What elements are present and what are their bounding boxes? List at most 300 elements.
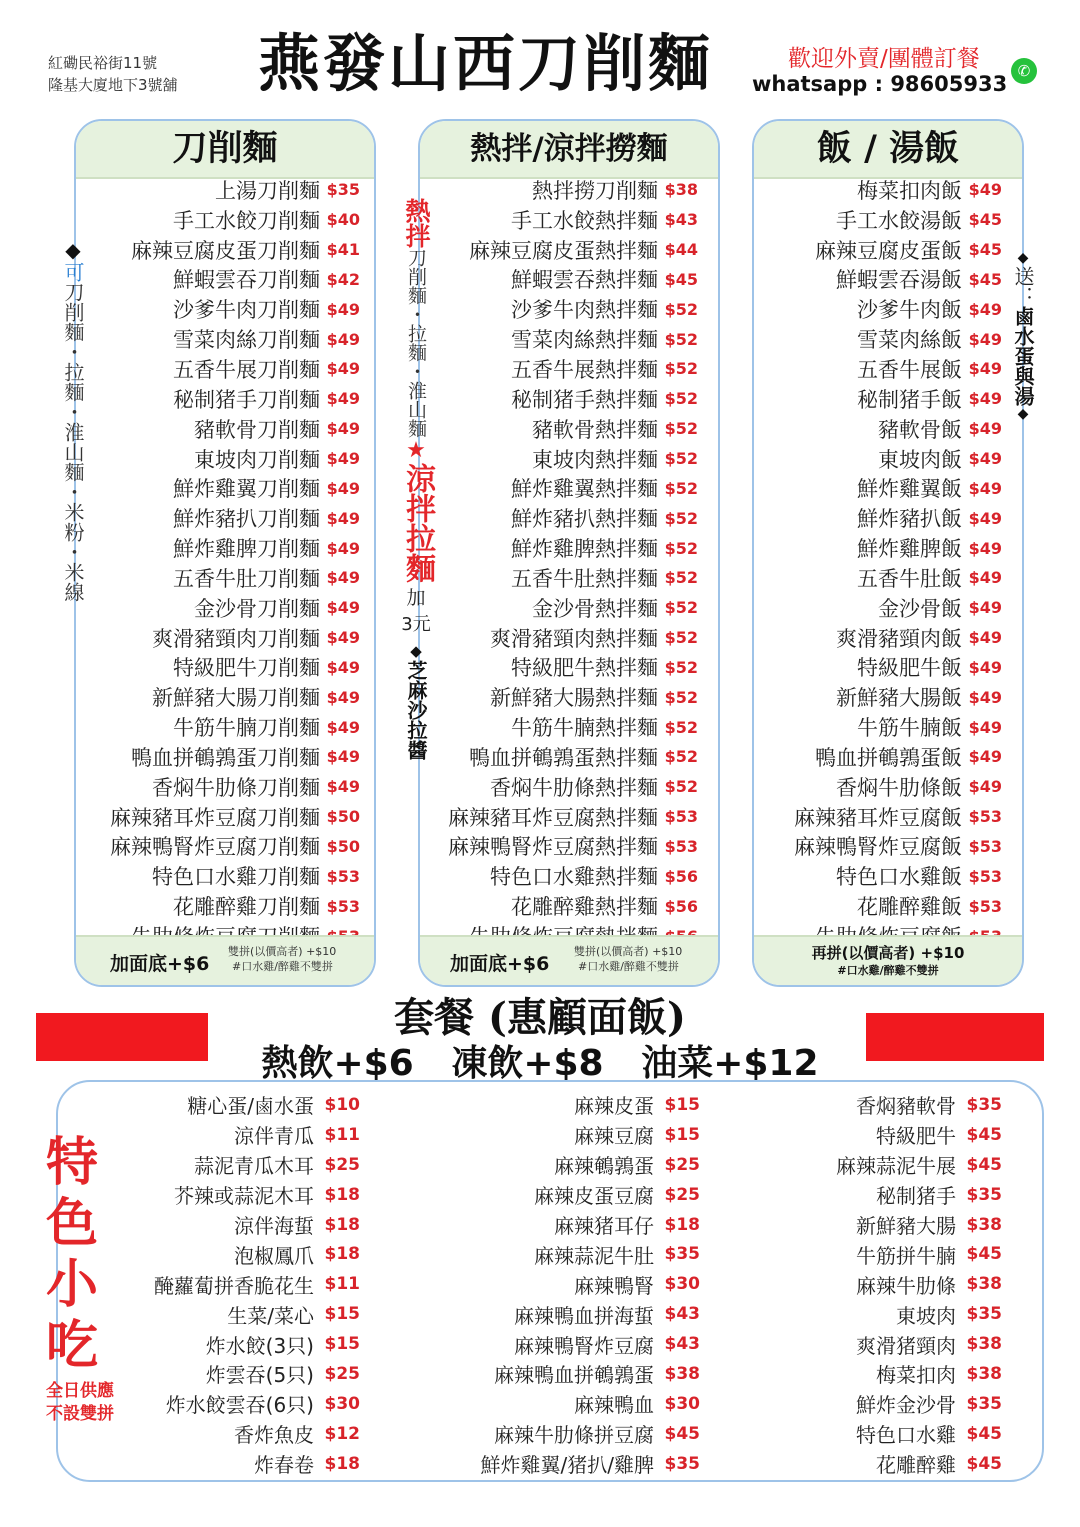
item-name: 五香牛肚刀削麵 (173, 566, 320, 591)
item-name: 鮮炸雞翼/猪扒/雞脾 (480, 1453, 654, 1478)
item-name: 上湯刀削麵 (215, 178, 320, 203)
diamond-icon: ◆ (1017, 250, 1029, 266)
item-name: 鮮炸豬扒熱拌麵 (511, 507, 658, 532)
item-price: $49 (968, 598, 1002, 618)
menu-item (752, 414, 1002, 444)
item-price: $15 (664, 1124, 700, 1145)
snacks-label-char: 小 (45, 1254, 98, 1315)
item-name: 鮮炸豬扒飯 (857, 507, 962, 532)
menu-item (74, 503, 360, 533)
menu-item (752, 653, 1002, 683)
item-price: $44 (664, 240, 698, 260)
item-price: $49 (326, 598, 360, 618)
menu-item (120, 1359, 360, 1389)
noodle-options-ke: 可 (61, 262, 85, 282)
item-price: $35 (966, 1304, 1002, 1325)
item-name: 豬軟骨刀削麵 (194, 417, 320, 442)
rebun-title: 熱拌/涼拌撈麵 (420, 121, 718, 179)
menu-item (752, 294, 1002, 324)
menu-item (752, 384, 1002, 414)
item-name: 金沙骨熱拌麵 (532, 596, 658, 621)
menu-item (74, 235, 360, 265)
menu-item (74, 265, 360, 295)
item-price: $49 (326, 538, 360, 558)
item-price: $35 (326, 180, 360, 200)
item-name: 鴨血拼鵪鶉蛋熱拌麵 (469, 745, 658, 770)
menu-item (790, 1210, 1002, 1240)
item-name: 鮮炸金沙骨 (856, 1393, 956, 1418)
item-name: 炸水餃雲吞(6只) (165, 1393, 314, 1418)
item-price: $49 (968, 747, 1002, 767)
item-name: 特色口水雞熱拌麵 (490, 865, 658, 890)
item-name: 豬軟骨飯 (878, 417, 962, 442)
snacks-availability (30, 1380, 130, 1426)
whatsapp-icon: ✆ (1011, 58, 1037, 84)
item-price: $50 (326, 836, 360, 856)
item-name: 麻辣鴨腎 (574, 1273, 654, 1298)
item-name: 沙爹牛肉熱拌麵 (511, 298, 658, 323)
item-name: 鮮炸雞脾熱拌麵 (511, 537, 658, 562)
menu-item (440, 1180, 700, 1210)
menu-item (790, 1120, 1002, 1150)
menu-item (790, 1090, 1002, 1120)
item-name: 牛筋牛腩飯 (857, 716, 962, 741)
snacks-column-2 (440, 1090, 700, 1479)
item-price: $56 (664, 896, 698, 916)
menu-item (418, 384, 698, 414)
item-price: $52 (664, 657, 698, 677)
menu-item (74, 563, 360, 593)
item-name: 牛筋牛腩刀削麵 (173, 716, 320, 741)
item-name: 麻辣鴨腎炸豆腐飯 (794, 835, 962, 860)
item-price: $11 (324, 1274, 360, 1295)
daoxiao-footer (76, 935, 374, 985)
item-name: 麻辣鴨血拼鵪鶉蛋 (494, 1363, 654, 1388)
menu-item (790, 1359, 1002, 1389)
menu-item (74, 832, 360, 862)
item-name: 麻辣豬耳炸豆腐刀削麵 (110, 805, 320, 830)
item-price: $38 (664, 180, 698, 200)
menu-item (418, 324, 698, 354)
item-name: 麻辣鴨血拼海蜇 (514, 1303, 654, 1328)
item-name: 香焖牛肋條熱拌麵 (490, 775, 658, 800)
menu-item (418, 712, 698, 742)
item-name: 香焖豬軟骨 (856, 1094, 956, 1119)
menu-item (120, 1389, 360, 1419)
item-price: $53 (968, 896, 1002, 916)
item-name: 新鮮豬大腸刀削麵 (152, 686, 320, 711)
address-line-1: 紅磡民裕街11號 (48, 54, 158, 72)
item-price: $49 (968, 687, 1002, 707)
whatsapp-number[interactable]: whatsapp : 98605933 (752, 72, 1008, 96)
item-name: 鮮炸雞翼熱拌麵 (511, 477, 658, 502)
item-name: 涼伴青瓜 (234, 1124, 314, 1149)
menu-item (120, 1329, 360, 1359)
all-day-note: 全日供應 (46, 1381, 114, 1401)
restaurant-title: 燕發山西刀削麵 (258, 27, 714, 100)
item-price: $52 (664, 598, 698, 618)
menu-item (418, 175, 698, 205)
item-name: 花雕醉雞 (876, 1453, 956, 1478)
menu-item (74, 593, 360, 623)
daoxiao-panel (74, 119, 376, 987)
menu-item (418, 414, 698, 444)
hot-mix-label: 熱拌 (402, 198, 431, 248)
item-name: 香焖牛肋條飯 (836, 775, 962, 800)
menu-item (752, 682, 1002, 712)
item-name: 花雕醉雞刀削麵 (173, 895, 320, 920)
item-name: 麻辣皮蛋 (574, 1094, 654, 1119)
menu-item (74, 384, 360, 414)
item-name: 熱拌撈刀削麵 (532, 178, 658, 203)
rebun-footer (420, 935, 718, 985)
item-price: $10 (324, 1094, 360, 1115)
menu-item (418, 265, 698, 295)
menu-item (752, 832, 1002, 862)
item-price: $52 (664, 717, 698, 737)
item-name: 鴨血拼鵪鶉蛋飯 (815, 745, 962, 770)
daoxiao-title: 刀削麵 (76, 121, 374, 179)
item-price: $42 (326, 269, 360, 289)
menu-item (120, 1180, 360, 1210)
item-name: 東坡肉飯 (878, 447, 962, 472)
item-price: $49 (326, 687, 360, 707)
menu-item (752, 861, 1002, 891)
menu-item (790, 1269, 1002, 1299)
menu-item (440, 1210, 700, 1240)
menu-item (74, 444, 360, 474)
free-gift-song: 送： (1011, 266, 1035, 306)
snacks-label-char: 特 (45, 1132, 98, 1193)
item-price: $35 (966, 1094, 1002, 1115)
item-price: $25 (664, 1184, 700, 1205)
item-name: 新鮮豬大腸飯 (836, 686, 962, 711)
rice-title: 飯 / 湯飯 (754, 121, 1022, 179)
snacks-column-3 (790, 1090, 1002, 1479)
item-name: 麻辣牛肋條拼豆腐 (494, 1423, 654, 1448)
item-price: $35 (664, 1244, 700, 1265)
item-name: 鮮蝦雲吞熱拌麵 (511, 268, 658, 293)
item-price: $38 (966, 1334, 1002, 1355)
item-name: 新鮮豬大腸熱拌麵 (490, 686, 658, 711)
item-price: $49 (326, 478, 360, 498)
item-price: $43 (664, 210, 698, 230)
item-name: 炸水餃(3只) (205, 1333, 314, 1358)
item-price: $15 (664, 1094, 700, 1115)
rice-footer (754, 935, 1022, 985)
snacks-label-char: 色 (45, 1193, 98, 1254)
menu-item (120, 1299, 360, 1329)
item-name: 鮮炸雞翼刀削麵 (173, 477, 320, 502)
item-name: 鮮蝦雲吞湯飯 (836, 268, 962, 293)
item-name: 香炸魚皮 (234, 1423, 314, 1448)
rice-footer-note: #口水雞/醉雞不雙拼 (837, 964, 939, 977)
item-name: 手工水餃熱拌麵 (511, 208, 658, 233)
item-name: 特級肥牛刀削麵 (173, 656, 320, 681)
item-name: 秘制猪手飯 (857, 387, 962, 412)
menu-item (752, 354, 1002, 384)
item-price: $35 (966, 1393, 1002, 1414)
snacks-column-1 (120, 1090, 360, 1479)
item-price: $49 (326, 657, 360, 677)
menu-item (74, 772, 360, 802)
item-name: 秘制猪手熱拌麵 (511, 387, 658, 412)
item-price: $35 (664, 1453, 700, 1474)
item-name: 麻辣鵪鶉蛋 (554, 1154, 654, 1179)
item-price: $53 (326, 866, 360, 886)
item-name: 東坡肉刀削麵 (194, 447, 320, 472)
item-price: $52 (664, 389, 698, 409)
menu-item (440, 1299, 700, 1329)
item-price: $53 (326, 896, 360, 916)
item-name: 梅菜扣肉飯 (857, 178, 962, 203)
rice-footer-main: 再拼(以價高者) +$10 (811, 944, 965, 962)
item-name: 鮮炸雞脾刀削麵 (173, 537, 320, 562)
item-price: $49 (968, 657, 1002, 677)
item-price: $52 (664, 538, 698, 558)
item-name: 鮮蝦雲吞刀削麵 (173, 268, 320, 293)
set-meal-title: 套餐 (惠顧面飯) (394, 994, 686, 1041)
item-name: 特級肥牛熱拌麵 (511, 656, 658, 681)
menu-item (790, 1419, 1002, 1449)
item-name: 豬軟骨熱拌麵 (532, 417, 658, 442)
menu-item (440, 1090, 700, 1120)
item-name: 特色口水雞飯 (836, 865, 962, 890)
item-price: $25 (664, 1154, 700, 1175)
menu-item (74, 861, 360, 891)
menu-item (440, 1239, 700, 1269)
menu-item (440, 1389, 700, 1419)
item-name: 特色口水雞 (856, 1423, 956, 1448)
menu-item (440, 1449, 700, 1479)
takeaway-welcome: 歡迎外賣/團體訂餐 (788, 46, 980, 72)
shop-address (48, 52, 178, 96)
item-name: 麻辣皮蛋豆腐 (534, 1184, 654, 1209)
item-name: 特級肥牛飯 (857, 656, 962, 681)
item-price: $52 (664, 299, 698, 319)
item-price: $43 (664, 1304, 700, 1325)
daoxiao-footer-note-2: #口水雞/醉雞不雙拼 (232, 960, 333, 973)
menu-item (418, 235, 698, 265)
item-price: $15 (324, 1304, 360, 1325)
menu-item (74, 414, 360, 444)
item-price: $18 (324, 1214, 360, 1235)
item-name: 麻辣豆腐皮蛋熱拌麵 (469, 238, 658, 263)
item-name: 麻辣牛肋條 (856, 1273, 956, 1298)
menu-item (418, 473, 698, 503)
item-price: $25 (324, 1154, 360, 1175)
item-name: 蒜泥青瓜木耳 (194, 1154, 314, 1179)
star-icon: ★ (406, 438, 426, 463)
item-price: $45 (966, 1154, 1002, 1175)
menu-item (752, 265, 1002, 295)
item-price: $49 (326, 747, 360, 767)
menu-item (752, 533, 1002, 563)
menu-item (752, 235, 1002, 265)
menu-item (418, 593, 698, 623)
item-price: $52 (664, 568, 698, 588)
item-name: 沙爹牛肉刀削麵 (173, 298, 320, 323)
diamond-icon: ◆ (61, 238, 85, 262)
item-price: $49 (968, 419, 1002, 439)
item-price: $52 (664, 329, 698, 349)
item-name: 鮮炸豬扒刀削麵 (173, 507, 320, 532)
item-price: $49 (326, 628, 360, 648)
item-name: 雪菜肉絲刀削麵 (173, 328, 320, 353)
item-price: $43 (664, 1334, 700, 1355)
rebun-footer-note-1: 雙拼(以價高者) +$10 (574, 945, 683, 958)
item-name: 麻辣蒜泥牛展 (836, 1154, 956, 1179)
menu-item (440, 1269, 700, 1299)
item-name: 五香牛展熱拌麵 (511, 357, 658, 382)
item-name: 花雕醉雞飯 (857, 895, 962, 920)
item-price: $18 (664, 1214, 700, 1235)
item-price: $18 (324, 1453, 360, 1474)
item-price: $49 (968, 329, 1002, 349)
item-name: 麻辣豬耳炸豆腐飯 (794, 805, 962, 830)
menu-item (790, 1150, 1002, 1180)
diamond-icon: ◆ (410, 642, 422, 660)
menu-item (74, 175, 360, 205)
menu-item (752, 772, 1002, 802)
item-name: 炸雲吞(5只) (205, 1363, 314, 1388)
item-name: 特色口水雞刀削麵 (152, 865, 320, 890)
item-name: 泡椒鳳爪 (234, 1243, 314, 1268)
item-price: $49 (968, 777, 1002, 797)
menu-item (752, 802, 1002, 832)
item-name: 秘制猪手刀削麵 (173, 387, 320, 412)
rebun-panel (418, 119, 720, 987)
menu-item (74, 682, 360, 712)
item-name: 麻辣猪耳仔 (554, 1214, 654, 1238)
item-name: 新鮮豬大腸 (856, 1214, 956, 1238)
menu-item (418, 682, 698, 712)
menu-item (440, 1120, 700, 1150)
item-price: $49 (968, 538, 1002, 558)
rebun-footer-main: 加面底+$6 (450, 953, 550, 975)
item-name: 麻辣鴨腎炸豆腐熱拌麵 (448, 835, 658, 860)
item-price: $49 (968, 359, 1002, 379)
menu-item (440, 1329, 700, 1359)
item-price: $30 (664, 1393, 700, 1414)
diamond-icon: ◆ (1017, 406, 1029, 422)
menu-item (120, 1120, 360, 1150)
item-price: $49 (326, 508, 360, 528)
item-price: $49 (326, 568, 360, 588)
rebun-list (418, 175, 698, 951)
menu-item (418, 891, 698, 921)
menu-item (752, 473, 1002, 503)
rebun-footer-note-2: #口水雞/醉雞不雙拼 (578, 960, 679, 973)
item-name: 麻辣鴨腎炸豆腐 (514, 1333, 654, 1358)
item-name: 牛筋牛腩熱拌麵 (511, 716, 658, 741)
menu-item (74, 294, 360, 324)
item-price: $49 (968, 478, 1002, 498)
item-name: 鴨血拼鵪鶉蛋刀削麵 (131, 745, 320, 770)
item-price: $45 (966, 1124, 1002, 1145)
daoxiao-list (74, 175, 360, 951)
item-name: 糖心蛋/鹵水蛋 (187, 1094, 314, 1119)
menu-item (418, 802, 698, 832)
menu-item (752, 593, 1002, 623)
item-name: 麻辣豆腐 (574, 1124, 654, 1149)
item-name: 鮮炸雞脾飯 (857, 537, 962, 562)
menu-item (74, 742, 360, 772)
rice-panel (752, 119, 1024, 987)
menu-item (74, 205, 360, 235)
menu-item (74, 533, 360, 563)
item-name: 麻辣鴨血 (574, 1393, 654, 1418)
menu-item (418, 205, 698, 235)
item-price: $25 (324, 1363, 360, 1384)
menu-item (440, 1359, 700, 1389)
menu-item (74, 324, 360, 354)
item-price: $52 (664, 359, 698, 379)
menu-item (752, 503, 1002, 533)
item-price: $52 (664, 747, 698, 767)
menu-item (752, 623, 1002, 653)
item-name: 芥辣或蒜泥木耳 (174, 1184, 314, 1209)
item-price: $52 (664, 478, 698, 498)
cold-mix-extra-1: 加 (406, 587, 426, 609)
menu-item (120, 1449, 360, 1479)
menu-item (790, 1329, 1002, 1359)
item-name: 涼伴海蜇 (234, 1214, 314, 1238)
menu-item (74, 891, 360, 921)
menu-item (752, 742, 1002, 772)
item-price: $49 (968, 180, 1002, 200)
item-name: 麻辣豆腐皮蛋飯 (815, 238, 962, 263)
menu-item (418, 742, 698, 772)
item-name: 秘制猪手 (876, 1184, 956, 1209)
item-name: 手工水餃刀削麵 (173, 208, 320, 233)
item-name: 特級肥牛 (876, 1124, 956, 1149)
item-price: $49 (968, 449, 1002, 469)
menu-item (790, 1389, 1002, 1419)
item-name: 五香牛肚熱拌麵 (511, 566, 658, 591)
item-price: $38 (664, 1363, 700, 1384)
item-price: $38 (966, 1274, 1002, 1295)
item-price: $45 (664, 1423, 700, 1444)
item-name: 梅菜扣肉 (876, 1363, 956, 1388)
item-price: $52 (664, 449, 698, 469)
item-price: $30 (664, 1274, 700, 1295)
menu-item (418, 653, 698, 683)
menu-item (790, 1449, 1002, 1479)
menu-item (120, 1419, 360, 1449)
item-price: $49 (968, 299, 1002, 319)
item-price: $53 (968, 866, 1002, 886)
daoxiao-footer-main: 加面底+$6 (110, 953, 210, 975)
item-price: $52 (664, 777, 698, 797)
set-meal-addons: 熱飲+$6 凍飲+$8 油菜+$12 (261, 1043, 819, 1084)
item-name: 東坡肉 (896, 1303, 956, 1328)
item-name: 爽滑豬頸肉刀削麵 (152, 626, 320, 651)
item-name: 牛筋拼牛腩 (856, 1243, 956, 1268)
menu-item (790, 1239, 1002, 1269)
item-name: 沙爹牛肉飯 (857, 298, 962, 323)
menu-item (120, 1269, 360, 1299)
item-price: $52 (664, 508, 698, 528)
item-price: $15 (324, 1334, 360, 1355)
menu-item (790, 1180, 1002, 1210)
snacks-label (44, 1132, 100, 1376)
item-name: 生菜/菜心 (227, 1303, 314, 1328)
item-price: $52 (664, 419, 698, 439)
item-price: $38 (966, 1363, 1002, 1384)
menu-item (74, 473, 360, 503)
menu-item (418, 772, 698, 802)
